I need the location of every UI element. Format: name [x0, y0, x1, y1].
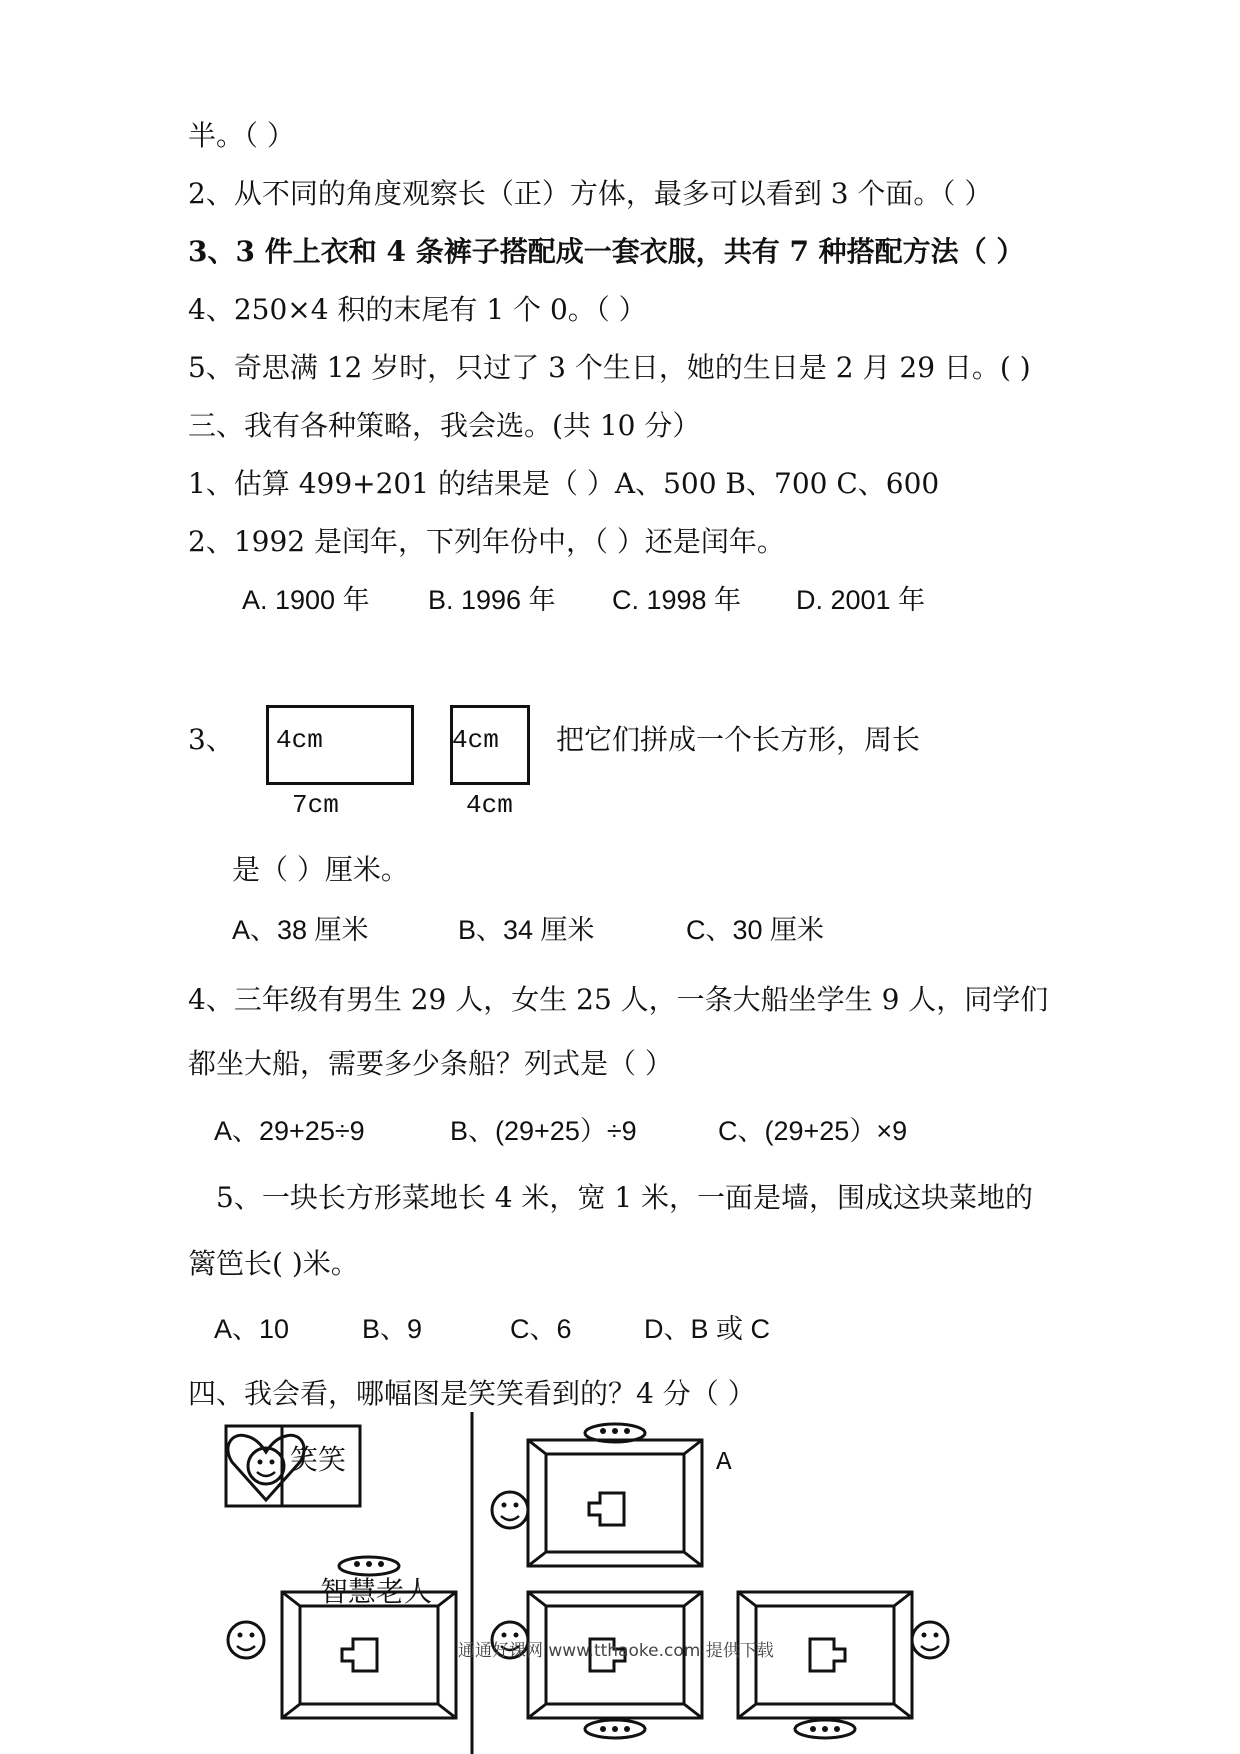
- option-b: B、(29+25）÷9: [450, 1116, 637, 1146]
- rect2-width-label: 4cm: [466, 790, 513, 820]
- question-number: 3、: [188, 723, 234, 756]
- section-heading: 四、我会看，哪幅图是笑笑看到的？4 分（ ）: [188, 1377, 756, 1410]
- option-a-label: A: [716, 1447, 732, 1477]
- footer-watermark: 通通好课网 www.tthaoke.com 提供下载: [458, 1641, 774, 1661]
- question-line: 5、奇思满 12 岁时，只过了 3 个生日，她的生日是 2 月 29 日。( ): [188, 351, 1031, 384]
- option-a: A、10: [214, 1314, 290, 1344]
- smiley-icon: [228, 1622, 264, 1658]
- option-b: B、34 厘米: [458, 915, 595, 945]
- question-line: 4、250×4 积的末尾有 1 个 0。（ ）: [188, 293, 647, 326]
- arrow-left-icon: [342, 1639, 377, 1671]
- question-line: 篱笆长( )米。: [188, 1247, 359, 1280]
- smiley-icon: [492, 1492, 528, 1528]
- rect1-height-label: 4cm: [276, 725, 323, 755]
- question-line: 都坐大船，需要多少条船？列式是（ ）: [188, 1047, 673, 1080]
- option-d: D、B 或 C: [644, 1314, 771, 1344]
- question-line: 把它们拼成一个长方形，周长: [556, 723, 921, 756]
- option-a: A、38 厘米: [232, 915, 369, 945]
- smiley-icon: [912, 1622, 948, 1658]
- arrow-right-icon: [810, 1639, 845, 1671]
- option-c: C、6: [510, 1314, 572, 1344]
- option-b: B、9: [362, 1314, 423, 1344]
- flat-smiley-icon: [795, 1720, 855, 1738]
- option-c: C. 1998 年: [612, 585, 742, 615]
- section-heading: 三、我有各种策略，我会选。(共 10 分）: [188, 409, 701, 442]
- option-c: C、30 厘米: [686, 915, 825, 945]
- question-line: 3、3 件上衣和 4 条裤子搭配成一套衣服，共有 7 种搭配方法（ ）: [188, 235, 1025, 268]
- desk-frame-option-a: [528, 1440, 702, 1566]
- question-line: 2、从不同的角度观察长（正）方体，最多可以看到 3 个面。（ ）: [188, 177, 993, 210]
- option-b: B. 1996 年: [428, 585, 556, 615]
- xiaoxiao-label: 笑笑: [290, 1443, 347, 1476]
- option-a: A、29+25÷9: [214, 1116, 365, 1146]
- question-line: 5、一块长方形菜地长 4 米，宽 1 米，一面是墙，围成这块菜地的: [216, 1181, 1034, 1214]
- question-line: 半。（ ）: [188, 119, 295, 152]
- option-a: A. 1900 年: [242, 585, 370, 615]
- elder-label: 智慧老人: [320, 1575, 433, 1608]
- option-c: C、(29+25）×9: [718, 1116, 908, 1146]
- rect2-height-label: 4cm: [452, 725, 499, 755]
- rect1-width-label: 7cm: [292, 790, 339, 820]
- question-line: 4、三年级有男生 29 人，女生 25 人，一条大船坐学生 9 人，同学们: [188, 983, 1049, 1016]
- desk-frame-left: [282, 1592, 456, 1718]
- arrow-left-icon: [589, 1493, 624, 1525]
- question-line: 2、1992 是闰年，下列年份中，（ ）还是闰年。: [188, 525, 785, 558]
- question-line: 是（ ）厘米。: [232, 853, 409, 886]
- flat-smiley-icon: [339, 1557, 399, 1575]
- question-line: 1、估算 499+201 的结果是（ ）A、500 B、700 C、600: [188, 467, 940, 500]
- option-d: D. 2001 年: [796, 585, 926, 615]
- flat-smiley-icon: [585, 1720, 645, 1738]
